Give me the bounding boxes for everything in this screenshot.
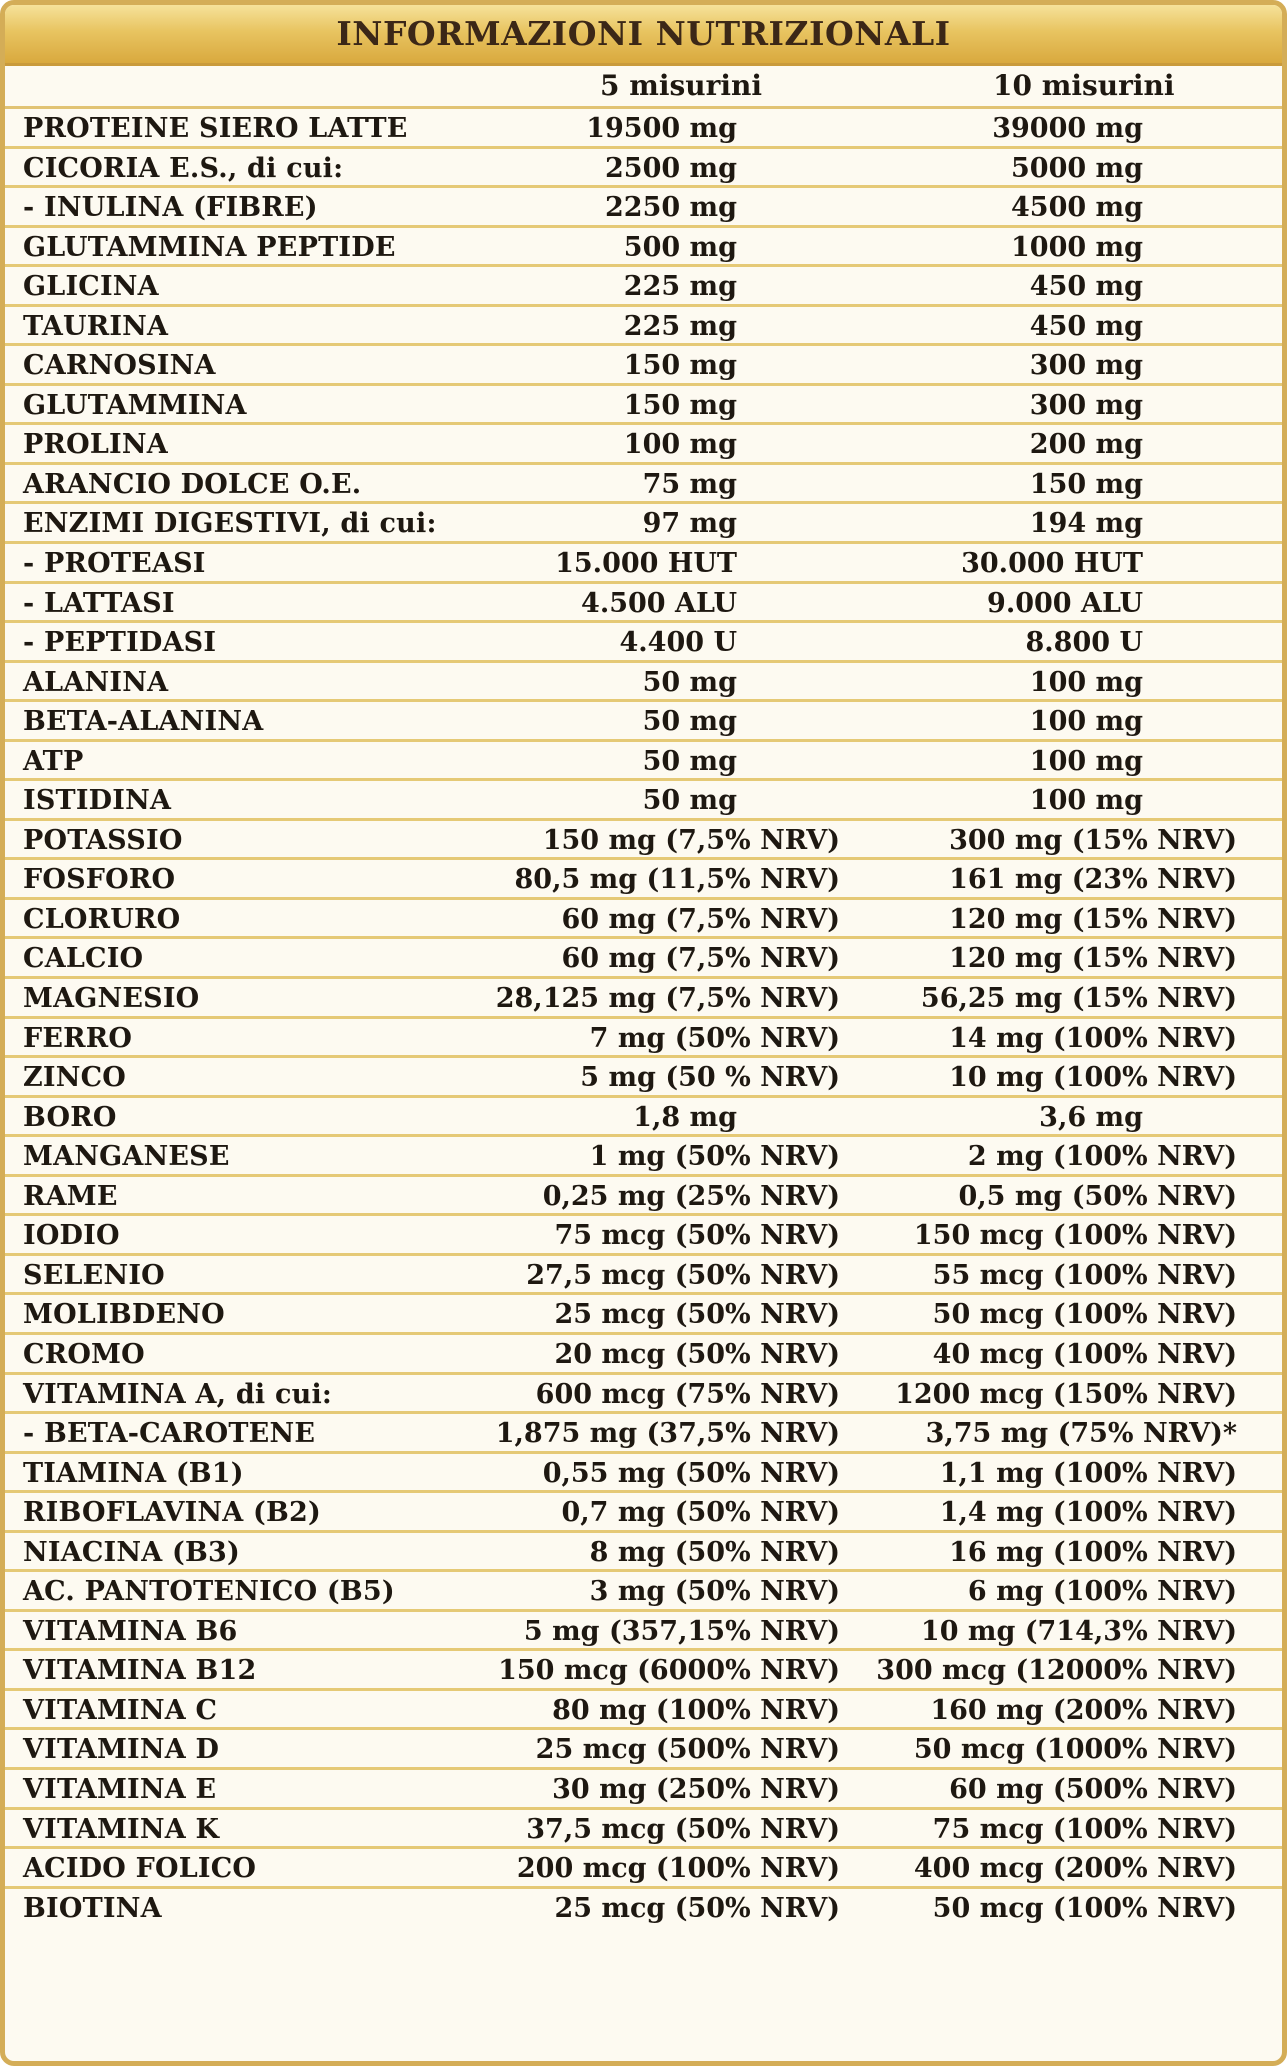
nutrient-name: RAME: [23, 1180, 118, 1212]
table-row: [5, 544, 1282, 584]
nutrient-name: MOLIBDENO: [23, 1299, 225, 1331]
value-10-misurini: 1200 mcg (150% NRV): [895, 1378, 1237, 1410]
value-10-misurini: 3,6 mg: [1039, 1101, 1143, 1133]
table-row: [5, 425, 1282, 465]
table-row: [5, 702, 1282, 742]
table-row: [5, 1770, 1282, 1810]
nutrient-name: SELENIO: [23, 1259, 165, 1291]
nutrient-name: VITAMINA A, di cui:: [23, 1378, 333, 1410]
table-row: [5, 1414, 1282, 1454]
value-5-misurini: 600 mcg (75% NRV): [535, 1378, 840, 1410]
value-5-misurini: 4.400 U: [619, 627, 737, 659]
value-5-misurini: 80 mg (100% NRV): [552, 1694, 840, 1726]
nutrient-name: CICORIA E.S., di cui:: [23, 152, 344, 184]
table-row: [5, 860, 1282, 900]
table-row: [5, 1533, 1282, 1573]
nutrient-name: ARANCIO DOLCE O.E.: [23, 468, 362, 500]
value-10-misurini: 56,25 mg (15% NRV): [920, 983, 1237, 1015]
table-row: [5, 1651, 1282, 1691]
table-row: [5, 504, 1282, 544]
value-5-misurini: 150 mg: [623, 389, 737, 421]
value-5-misurini: 150 mg: [623, 350, 737, 382]
table-row: [5, 1295, 1282, 1335]
value-5-misurini: 75 mg: [642, 468, 737, 500]
value-10-misurini: 50 mcg (100% NRV): [932, 1892, 1237, 1924]
value-5-misurini: 200 mcg (100% NRV): [516, 1853, 840, 1885]
table-row: [5, 346, 1282, 386]
nutrient-name: FOSFORO: [23, 864, 176, 896]
value-5-misurini: 3 mg (50% NRV): [589, 1576, 840, 1608]
nutrient-name: PROTEINE SIERO LATTE: [23, 113, 408, 144]
nutrient-name: ENZIMI DIGESTIVI, di cui:: [23, 508, 437, 540]
value-5-misurini: 100 mg: [623, 429, 737, 461]
value-5-misurini: 4.500 ALU: [581, 587, 737, 619]
value-10-misurini: 2 mg (100% NRV): [967, 1141, 1237, 1173]
nutrient-name: ZINCO: [23, 1062, 127, 1094]
value-10-misurini: 50 mcg (100% NRV): [932, 1299, 1237, 1331]
value-5-misurini: 25 mcg (50% NRV): [554, 1299, 840, 1331]
value-10-misurini: 40 mcg (100% NRV): [932, 1338, 1237, 1370]
table-row: [5, 1810, 1282, 1850]
table-row: [5, 1058, 1282, 1098]
nutrient-name: TIAMINA (B1): [23, 1457, 244, 1489]
value-10-misurini: 100 mg: [1029, 666, 1143, 698]
nutrient-name: NIACINA (B3): [23, 1536, 240, 1568]
value-10-misurini: 200 mg: [1029, 429, 1143, 461]
value-5-misurini: 50 mg: [642, 785, 737, 817]
value-5-misurini: 30 mg (250% NRV): [552, 1773, 840, 1805]
nutrient-name: IODIO: [23, 1220, 120, 1252]
value-10-misurini: 5000 mg: [1011, 152, 1143, 184]
value-10-misurini: 300 mcg (12000% NRV): [876, 1655, 1237, 1687]
value-10-misurini: 400 mcg (200% NRV): [913, 1853, 1237, 1885]
nutrient-name: MANGANESE: [23, 1141, 230, 1173]
table-row: [5, 1612, 1282, 1652]
value-10-misurini: 161 mg (23% NRV): [949, 864, 1237, 896]
nutrient-name: ATP: [23, 745, 84, 777]
value-10-misurini: 39000 mg: [992, 113, 1143, 144]
nutrient-name: BIOTINA: [23, 1892, 162, 1924]
value-5-misurini: 27,5 mcg (50% NRV): [526, 1259, 840, 1291]
value-5-misurini: 75 mcg (50% NRV): [554, 1220, 840, 1252]
table-row: [5, 1375, 1282, 1415]
table-row: [5, 228, 1282, 268]
nutrient-name: CARNOSINA: [23, 350, 216, 382]
value-10-misurini: 450 mg: [1029, 310, 1143, 342]
value-5-misurini: 5 mg (50 % NRV): [580, 1062, 840, 1094]
value-5-misurini: 28,125 mg (7,5% NRV): [495, 983, 840, 1015]
value-10-misurini: 4500 mg: [1011, 192, 1143, 224]
nutrient-name: - BETA-CAROTENE: [23, 1418, 316, 1450]
value-10-misurini: 100 mg: [1029, 706, 1143, 738]
table-row: [5, 939, 1282, 979]
nutrient-name: ACIDO FOLICO: [23, 1853, 257, 1885]
nutrient-name: RIBOFLAVINA (B2): [23, 1497, 322, 1529]
table-row: [5, 821, 1282, 861]
value-10-misurini: 160 mg (200% NRV): [930, 1694, 1237, 1726]
value-5-misurini: 150 mcg (6000% NRV): [498, 1655, 840, 1687]
nutrient-name: - INULINA (FIBRE): [23, 192, 318, 224]
table-row: [5, 1137, 1282, 1177]
column-header-5-misurini: 5 misurini: [600, 69, 762, 102]
nutrient-name: GLICINA: [23, 271, 159, 303]
nutrient-name: CALCIO: [23, 943, 144, 975]
nutrient-name: - PROTEASI: [23, 548, 206, 580]
value-10-misurini: 16 mg (100% NRV): [949, 1536, 1237, 1568]
value-10-misurini: 300 mg: [1029, 350, 1143, 382]
value-10-misurini: 3,75 mg (75% NRV)*: [925, 1418, 1237, 1450]
table-row: [5, 1849, 1282, 1889]
nutrient-name: - LATTASI: [23, 587, 175, 619]
value-5-misurini: 50 mg: [642, 666, 737, 698]
nutrient-name: CROMO: [23, 1338, 145, 1370]
value-10-misurini: 9.000 ALU: [987, 587, 1143, 619]
value-5-misurini: 1,8 mg: [633, 1101, 737, 1133]
value-10-misurini: 300 mg (15% NRV): [949, 824, 1237, 856]
value-10-misurini: 1,1 mg (100% NRV): [939, 1457, 1237, 1489]
table-row: [5, 1019, 1282, 1059]
value-5-misurini: 37,5 mcg (50% NRV): [526, 1813, 840, 1845]
nutrient-name: FERRO: [23, 1022, 133, 1054]
value-5-misurini: 80,5 mg (11,5% NRV): [514, 864, 840, 896]
value-5-misurini: 50 mg: [642, 706, 737, 738]
column-header-10-misurini: 10 misurini: [993, 69, 1175, 102]
table-row: [5, 584, 1282, 624]
value-10-misurini: 14 mg (100% NRV): [949, 1022, 1237, 1054]
nutrient-name: MAGNESIO: [23, 983, 200, 1015]
table-row: [5, 465, 1282, 505]
table-row: [5, 109, 1282, 149]
table-row: [5, 1691, 1282, 1731]
value-10-misurini: 120 mg (15% NRV): [949, 943, 1237, 975]
table-row: [5, 1335, 1282, 1375]
nutrient-name: BORO: [23, 1101, 117, 1133]
nutrient-name: VITAMINA B6: [23, 1615, 238, 1647]
nutrient-name: VITAMINA D: [23, 1734, 220, 1766]
nutrient-name: GLUTAMMINA: [23, 389, 247, 421]
value-10-misurini: 10 mg (100% NRV): [949, 1062, 1237, 1094]
nutrient-name: ISTIDINA: [23, 785, 172, 817]
nutrient-name: VITAMINA K: [23, 1813, 220, 1845]
column-header-row: [5, 66, 1282, 109]
table-row: [5, 1493, 1282, 1533]
value-5-misurini: 25 mcg (500% NRV): [535, 1734, 840, 1766]
nutrient-name: ALANINA: [23, 666, 169, 698]
nutrient-name: - PEPTIDASI: [23, 627, 217, 659]
value-5-misurini: 97 mg: [642, 508, 737, 540]
table-row: [5, 307, 1282, 347]
value-5-misurini: 7 mg (50% NRV): [589, 1022, 840, 1054]
table-row: [5, 1177, 1282, 1217]
value-10-misurini: 6 mg (100% NRV): [967, 1576, 1237, 1608]
value-10-misurini: 10 mg (714,3% NRV): [920, 1615, 1237, 1647]
table-row: [5, 900, 1282, 940]
value-5-misurini: 25 mcg (50% NRV): [554, 1892, 840, 1924]
table-row: [5, 979, 1282, 1019]
table-row: [5, 742, 1282, 782]
value-10-misurini: 150 mcg (100% NRV): [913, 1220, 1237, 1252]
value-10-misurini: 450 mg: [1029, 271, 1143, 303]
value-10-misurini: 8.800 U: [1025, 627, 1143, 659]
table-row: [5, 188, 1282, 228]
nutrient-name: VITAMINA B12: [23, 1655, 257, 1687]
nutrient-name: PROLINA: [23, 429, 168, 461]
value-5-misurini: 1 mg (50% NRV): [589, 1141, 840, 1173]
value-10-misurini: 50 mcg (1000% NRV): [913, 1734, 1237, 1766]
table-row: [5, 1256, 1282, 1296]
table-row: [5, 663, 1282, 703]
value-5-misurini: 60 mg (7,5% NRV): [561, 943, 840, 975]
table-row: [5, 1216, 1282, 1256]
value-10-misurini: 300 mg: [1029, 389, 1143, 421]
value-10-misurini: 30.000 HUT: [961, 548, 1143, 580]
value-10-misurini: 60 mg (500% NRV): [949, 1773, 1237, 1805]
table-title: INFORMAZIONI NUTRIZIONALI: [5, 5, 1282, 66]
value-5-misurini: 60 mg (7,5% NRV): [561, 903, 840, 935]
value-5-misurini: 500 mg: [623, 231, 737, 263]
nutrient-name: POTASSIO: [23, 824, 183, 856]
nutrient-name: GLUTAMMINA PEPTIDE: [23, 231, 396, 263]
value-5-misurini: 150 mg (7,5% NRV): [542, 824, 840, 856]
table-row: [5, 1098, 1282, 1138]
value-5-misurini: 2250 mg: [605, 192, 737, 224]
nutrient-name: AC. PANTOTENICO (B5): [23, 1576, 395, 1608]
nutrient-name: VITAMINA E: [23, 1773, 217, 1805]
value-10-misurini: 1,4 mg (100% NRV): [939, 1497, 1237, 1529]
value-5-misurini: 15.000 HUT: [555, 548, 737, 580]
nutrient-name: TAURINA: [23, 310, 169, 342]
table-row: [5, 781, 1282, 821]
value-10-misurini: 100 mg: [1029, 785, 1143, 817]
value-10-misurini: 75 mcg (100% NRV): [932, 1813, 1237, 1845]
table-body: [5, 109, 1282, 1928]
value-10-misurini: 1000 mg: [1011, 231, 1143, 263]
table-row: [5, 267, 1282, 307]
table-row: [5, 1889, 1282, 1929]
table-row: [5, 623, 1282, 663]
value-10-misurini: 55 mcg (100% NRV): [932, 1259, 1237, 1291]
value-5-misurini: 5 mg (357,15% NRV): [523, 1615, 840, 1647]
value-5-misurini: 2500 mg: [605, 152, 737, 184]
value-5-misurini: 0,7 mg (50% NRV): [561, 1497, 840, 1529]
value-10-misurini: 194 mg: [1029, 508, 1143, 540]
table-row: [5, 386, 1282, 426]
value-10-misurini: 0,5 mg (50% NRV): [958, 1180, 1237, 1212]
nutrient-name: BETA-ALANINA: [23, 706, 264, 738]
value-5-misurini: 20 mcg (50% NRV): [554, 1338, 840, 1370]
value-10-misurini: 120 mg (15% NRV): [949, 903, 1237, 935]
value-10-misurini: 150 mg: [1029, 468, 1143, 500]
nutrient-name: VITAMINA C: [23, 1694, 218, 1726]
value-10-misurini: 100 mg: [1029, 745, 1143, 777]
table-row: [5, 1454, 1282, 1494]
table-row: [5, 149, 1282, 189]
value-5-misurini: 0,55 mg (50% NRV): [542, 1457, 840, 1489]
value-5-misurini: 50 mg: [642, 745, 737, 777]
table-row: [5, 1572, 1282, 1612]
value-5-misurini: 19500 mg: [586, 113, 737, 144]
value-5-misurini: 225 mg: [623, 310, 737, 342]
nutrient-name: CLORURO: [23, 903, 181, 935]
table-row: [5, 1730, 1282, 1770]
value-5-misurini: 0,25 mg (25% NRV): [542, 1180, 840, 1212]
value-5-misurini: 1,875 mg (37,5% NRV): [495, 1418, 840, 1450]
value-5-misurini: 225 mg: [623, 271, 737, 303]
value-5-misurini: 8 mg (50% NRV): [589, 1536, 840, 1568]
